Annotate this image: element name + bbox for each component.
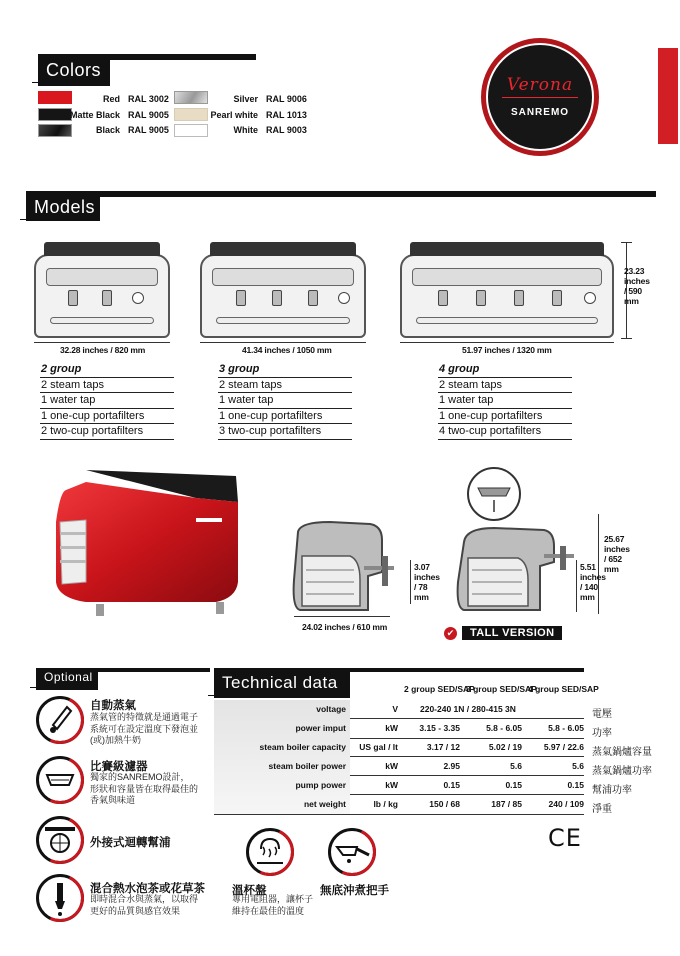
bottomless-portafilter-icon <box>328 828 376 876</box>
optional-header <box>36 668 98 690</box>
color-name: Silver <box>233 94 258 104</box>
model-line: 2 steam taps <box>438 378 572 394</box>
row-label: power imput <box>295 723 346 733</box>
optional-item-title: 混合熱水泡茶或花草茶 <box>90 883 205 895</box>
color-name: Black <box>95 125 120 135</box>
model-list-4group <box>438 362 572 440</box>
model-title: 3 group <box>218 362 352 378</box>
ce-mark: CE <box>548 824 582 852</box>
feature-desc: 專用電阻器，讓杯子 維持在最佳的溫度 <box>232 894 314 916</box>
logo-brand-name: SANREMO <box>510 107 570 118</box>
row-label: pump power <box>295 780 346 790</box>
models-title: Models <box>26 194 95 220</box>
optional-item-desc: 即時混合水與蒸氣，以取得 更好的品質與感官效果 <box>90 894 199 916</box>
models-header <box>26 191 100 221</box>
row-unit: lb / kg <box>373 799 398 809</box>
check-icon: ✔ <box>444 627 457 640</box>
width-3group: 41.34 inches / 1050 mm <box>242 345 332 355</box>
color-name: White <box>233 125 258 135</box>
filter-basket-icon <box>36 756 84 804</box>
red-machine-photo <box>46 462 246 622</box>
model-line: 3 two-cup portafilters <box>218 424 352 440</box>
column-header: 2 group SED/SAP <box>404 684 475 694</box>
model-line: 1 one-cup portafilters <box>218 409 352 425</box>
standard-cup-dim-line <box>410 560 411 604</box>
optional-item-title: 自動蒸氣 <box>90 700 136 712</box>
red-accent-stripe <box>658 48 678 144</box>
row-value: 150 / 68 <box>429 799 460 809</box>
side-view-standard <box>290 520 400 620</box>
cup-warmer-icon <box>246 828 294 876</box>
row-unit: kW <box>385 723 398 733</box>
colors-header <box>38 54 110 86</box>
row-value: 5.8 - 6.05 <box>486 723 522 733</box>
row-value: 0.15 <box>567 780 584 790</box>
column-header: 4 group SED/SAP <box>528 684 599 694</box>
row-label: voltage <box>316 704 346 714</box>
row-value: 5.6 <box>510 761 522 771</box>
color-ral: RAL 1013 <box>266 110 307 120</box>
color-ral: RAL 9006 <box>266 94 307 104</box>
colors-title: Colors <box>38 57 101 83</box>
tall-cup-dim-line <box>576 560 577 612</box>
row-label: steam boiler capacity <box>259 742 346 752</box>
model-line: 1 one-cup portafilters <box>40 409 174 425</box>
color-name: Red <box>102 94 120 104</box>
row-value: 2.95 <box>443 761 460 771</box>
width-4group: 51.97 inches / 1320 mm <box>462 345 552 355</box>
height-dimension-cap-top <box>621 242 632 243</box>
feature-title: 無底沖煮把手 <box>320 885 389 897</box>
row-label: net weight <box>303 799 346 809</box>
column-header: 3 group SED/SAP <box>466 684 537 694</box>
model-line: 1 water tap <box>438 393 572 409</box>
row-value: 0.15 <box>505 780 522 790</box>
machine-4group-front <box>400 254 614 338</box>
width-line-3group <box>200 342 366 343</box>
logo-underline <box>502 97 578 98</box>
model-line: 1 water tap <box>40 393 174 409</box>
row-value: 5.02 / 19 <box>488 742 522 752</box>
row-zh: 幫浦功率 <box>592 785 632 796</box>
side-view-tall <box>454 462 594 622</box>
model-line: 2 two-cup portafilters <box>40 424 174 440</box>
color-ral: RAL 3002 <box>128 94 169 104</box>
row-unit: US gal / lt <box>359 742 398 752</box>
color-name: Matte Black <box>69 110 120 120</box>
model-list-3group <box>218 362 352 440</box>
optional-item-desc: 獨家的SANREMO設計， 形狀和容量皆在取得最佳的 香氣與味道 <box>90 772 199 805</box>
logo-model-name: Verona <box>506 75 574 95</box>
model-list-2group <box>40 362 174 440</box>
width-line-2group <box>34 342 170 343</box>
color-ral: RAL 9005 <box>128 125 169 135</box>
machine-2group-front <box>34 254 170 338</box>
optional-item-title: 外接式迴轉幫浦 <box>90 837 171 849</box>
table-rule <box>214 814 584 815</box>
technical-header <box>214 668 350 698</box>
standard-cup-label: 3.07 inches / 78 mm <box>414 562 440 602</box>
row-value: 3.17 / 12 <box>426 742 460 752</box>
width-2group: 32.28 inches / 820 mm <box>60 345 146 355</box>
machine-3group-front <box>200 254 366 338</box>
row-zh: 蒸氣鍋爐容量 <box>592 747 652 758</box>
height-dimension-label: 23.23 inches / 590 mm <box>624 266 650 306</box>
standard-depth-line <box>294 616 390 617</box>
color-ral: RAL 9003 <box>266 125 307 135</box>
optional-title: Optional <box>36 666 93 688</box>
models-header-bar <box>26 191 656 197</box>
row-value: 187 / 85 <box>491 799 522 809</box>
row-zh: 蒸氣鍋爐功率 <box>592 766 652 777</box>
tall-version-label: TALL VERSION <box>462 626 562 640</box>
verona-logo <box>486 43 594 151</box>
standard-depth-label: 24.02 inches / 610 mm <box>302 622 388 632</box>
row-zh: 電壓 <box>592 709 612 720</box>
rotary-pump-icon <box>36 816 84 864</box>
row-unit: kW <box>385 761 398 771</box>
model-line: 2 steam taps <box>40 378 174 394</box>
row-unit: V <box>392 704 398 714</box>
row-value-span: 220-240 1N / 280-415 3N <box>420 704 516 714</box>
width-line-4group <box>400 342 614 343</box>
model-title: 2 group <box>40 362 174 378</box>
model-line: 2 steam taps <box>218 378 352 394</box>
model-line: 4 two-cup portafilters <box>438 424 572 440</box>
technical-title: Technical data <box>214 670 338 696</box>
model-line: 1 one-cup portafilters <box>438 409 572 425</box>
hot-water-tap-icon <box>36 874 84 922</box>
row-value: 5.6 <box>572 761 584 771</box>
row-label: steam boiler power <box>268 761 346 771</box>
tall-height-label: 25.67 inches / 652 mm <box>604 534 630 574</box>
row-value: 3.15 - 3.35 <box>419 723 460 733</box>
row-value: 240 / 109 <box>548 799 584 809</box>
row-zh: 淨重 <box>592 804 612 815</box>
color-ral: RAL 9005 <box>128 110 169 120</box>
tall-cup-label: 5.51 inches / 140 mm <box>580 562 606 602</box>
height-dimension-cap-bottom <box>621 338 632 339</box>
row-zh: 功率 <box>592 728 612 739</box>
model-line: 1 water tap <box>218 393 352 409</box>
color-name: Pearl white <box>210 110 258 120</box>
row-unit: kW <box>385 780 398 790</box>
table-label-band <box>214 700 350 814</box>
row-value: 0.15 <box>443 780 460 790</box>
optional-item-desc: 蒸氣管的特徵就是通過電子 系統可在設定溫度下發泡並 (或)加熱牛奶 <box>90 712 199 745</box>
row-value: 5.8 - 6.05 <box>548 723 584 733</box>
model-title: 4 group <box>438 362 572 378</box>
row-value: 5.97 / 22.6 <box>543 742 584 752</box>
optional-item-title: 比賽級濾器 <box>90 761 148 773</box>
steam-wand-icon <box>36 696 84 744</box>
feature-title: 溫杯盤 <box>232 885 267 897</box>
